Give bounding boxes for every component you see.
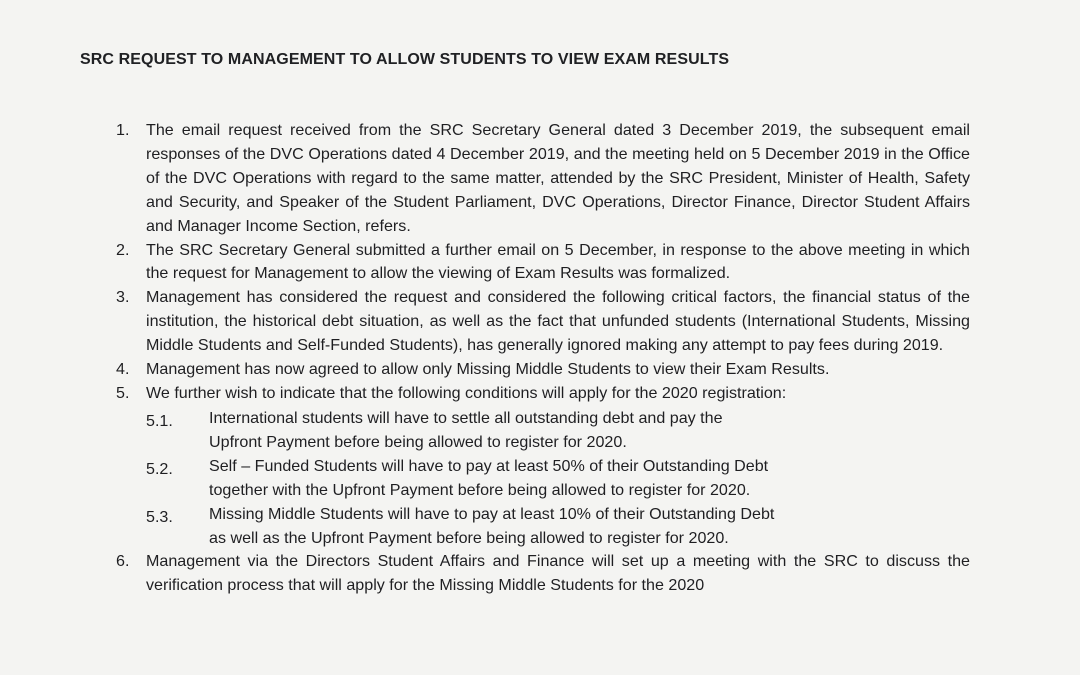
- numbered-list: [116, 119, 970, 598]
- item-number: 4.: [116, 360, 130, 379]
- list-item-2: [116, 239, 970, 287]
- item-number: 6.: [116, 551, 130, 570]
- sub-item-5-3: [146, 502, 970, 550]
- item-number: 1.: [116, 121, 130, 139]
- list-item-5: [116, 382, 970, 550]
- list-item-4: [116, 358, 970, 382]
- sub-item-line-2: together with the Upfront Payment before being allowed to register for 2020.: [209, 480, 751, 499]
- item-number: 5.: [116, 383, 130, 402]
- sub-item-5-2: [146, 454, 970, 502]
- sub-item-line-2: Upfront Payment before being allowed to register for 2020.: [209, 432, 627, 451]
- item-text: The SRC Secretary General submitted a further email on 5 December, in response to the above meeting in which the request for Management to allow the viewing of Exam Results was formalized.: [146, 240, 970, 283]
- item-text: The email request received from the SRC Secretary General dated 3 December 2019, the subsequent email responses of the DVC Operations dated 4 December 2019, and the meeting held on 5 December 2019 in the Office of the DVC Operations with regard to the same matter, attended by the SRC President, Minister of Health, Safety and Security, and Speaker of the Student Parliament, DVC Operations, Director Finance, Director Student Affairs and Manager Income Section, refers.: [146, 121, 970, 235]
- sub-item-line-1: Missing Middle Students will have to pay at least 10% of their Outstanding Debt: [209, 504, 775, 523]
- list-item-6: [116, 550, 970, 598]
- sub-item-5-1: [146, 406, 970, 454]
- list-item-3: [116, 286, 970, 358]
- item-text: Management has considered the request and considered the following critical factors, the financial status of the institution, the historical debt situation, as well as the fact that unfunded students (International Students, Missing Middle Students and Self-Funded Students), has generally ignored making any attempt to pay fees during 2019.: [146, 288, 970, 355]
- sub-item-number: 5.1.: [146, 411, 173, 430]
- sub-item-line-2: as well as the Upfront Payment before being allowed to register for 2020.: [209, 528, 729, 547]
- sub-item-number: 5.2.: [146, 459, 173, 478]
- sub-item-line-1: International students will have to settle all outstanding debt and pay the: [209, 408, 723, 427]
- document-title: SRC REQUEST TO MANAGEMENT TO ALLOW STUDENTS TO VIEW EXAM RESULTS: [80, 51, 730, 68]
- list-item-1: [116, 119, 970, 239]
- item-number: 2.: [116, 240, 130, 259]
- item-number: 3.: [116, 288, 130, 307]
- sub-item-line-1: Self – Funded Students will have to pay at least 50% of their Outstanding Debt: [209, 456, 769, 475]
- item-text: Management has now agreed to allow only Missing Middle Students to view their Exam Results.: [146, 360, 830, 379]
- item-text: Management via the Directors Student Affairs and Finance will set up a meeting with the SRC to discuss the verification process that will apply for the Missing Middle Students for the 2020: [146, 551, 970, 594]
- sub-item-number: 5.3.: [146, 507, 173, 526]
- item-text: We further wish to indicate that the following conditions will apply for the 2020 registration:: [146, 383, 787, 402]
